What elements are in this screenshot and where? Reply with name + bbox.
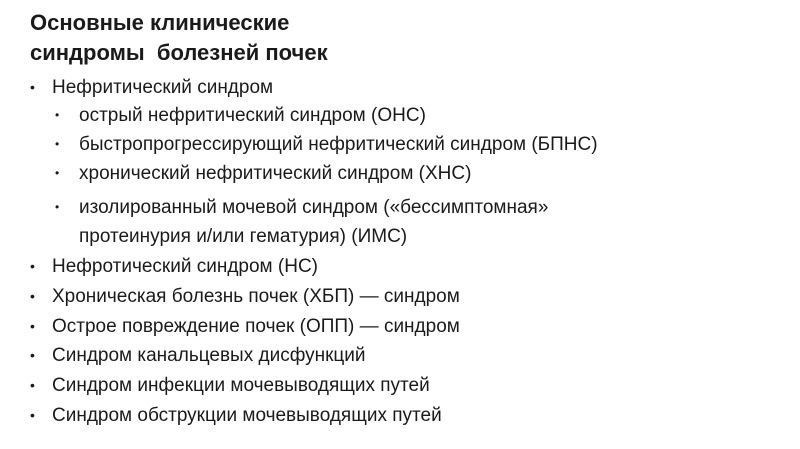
sub-list-item-text-line-1: изолированный мочевой синдром («бессимптомная» — [79, 197, 549, 218]
list-item — [30, 341, 366, 370]
bullet: • — [30, 407, 35, 423]
bullet: • — [30, 347, 35, 363]
bullet: • — [55, 200, 60, 214]
bullet: • — [30, 288, 35, 304]
list-item-text: Синдром канальцевых дисфункций — [52, 345, 366, 366]
slide-title — [30, 8, 328, 68]
bullet: • — [55, 108, 60, 122]
sub-list-item-text-line-2: протеинурия и/или гематурия) (ИМС) — [79, 226, 408, 247]
list-item — [30, 401, 442, 430]
list-item — [30, 282, 460, 311]
sub-list-item-text — [79, 193, 548, 251]
list-item-text: Хроническая болезнь почек (ХБП) — синдром — [52, 286, 460, 307]
list-item — [30, 371, 430, 400]
bullet: • — [30, 258, 35, 274]
sub-list-item — [55, 193, 548, 251]
sub-list-item-text: хронический нефритический синдром (ХНС) — [79, 163, 472, 184]
title-line-2: синдромы болезней почек — [30, 40, 328, 65]
sub-list-item — [55, 101, 426, 130]
list-item-text: Нефротический синдром (НС) — [52, 256, 318, 277]
list-item-text: Нефритический синдром — [52, 77, 274, 98]
list-item-text: Синдром обструкции мочевыводящих путей — [52, 405, 442, 426]
bullet: • — [30, 318, 35, 334]
sub-list-item-text: быстропрогрессирующий нефритический синдром (БПНС) — [79, 134, 598, 155]
sub-list-item-text: острый нефритический синдром (ОНС) — [79, 105, 426, 126]
list-item — [30, 252, 318, 281]
bullet: • — [55, 137, 60, 151]
title-line-1: Основные клинические — [30, 10, 290, 35]
sub-list-item — [55, 159, 471, 188]
list-item-text: Синдром инфекции мочевыводящих путей — [52, 375, 430, 396]
bullet: • — [30, 377, 35, 393]
list-item — [30, 312, 460, 341]
bullet: • — [55, 166, 60, 180]
sub-list-item — [55, 130, 598, 159]
list-item-text: Острое повреждение почек (ОПП) — синдром — [52, 316, 460, 337]
bullet: • — [30, 79, 35, 95]
list-item — [30, 73, 273, 102]
